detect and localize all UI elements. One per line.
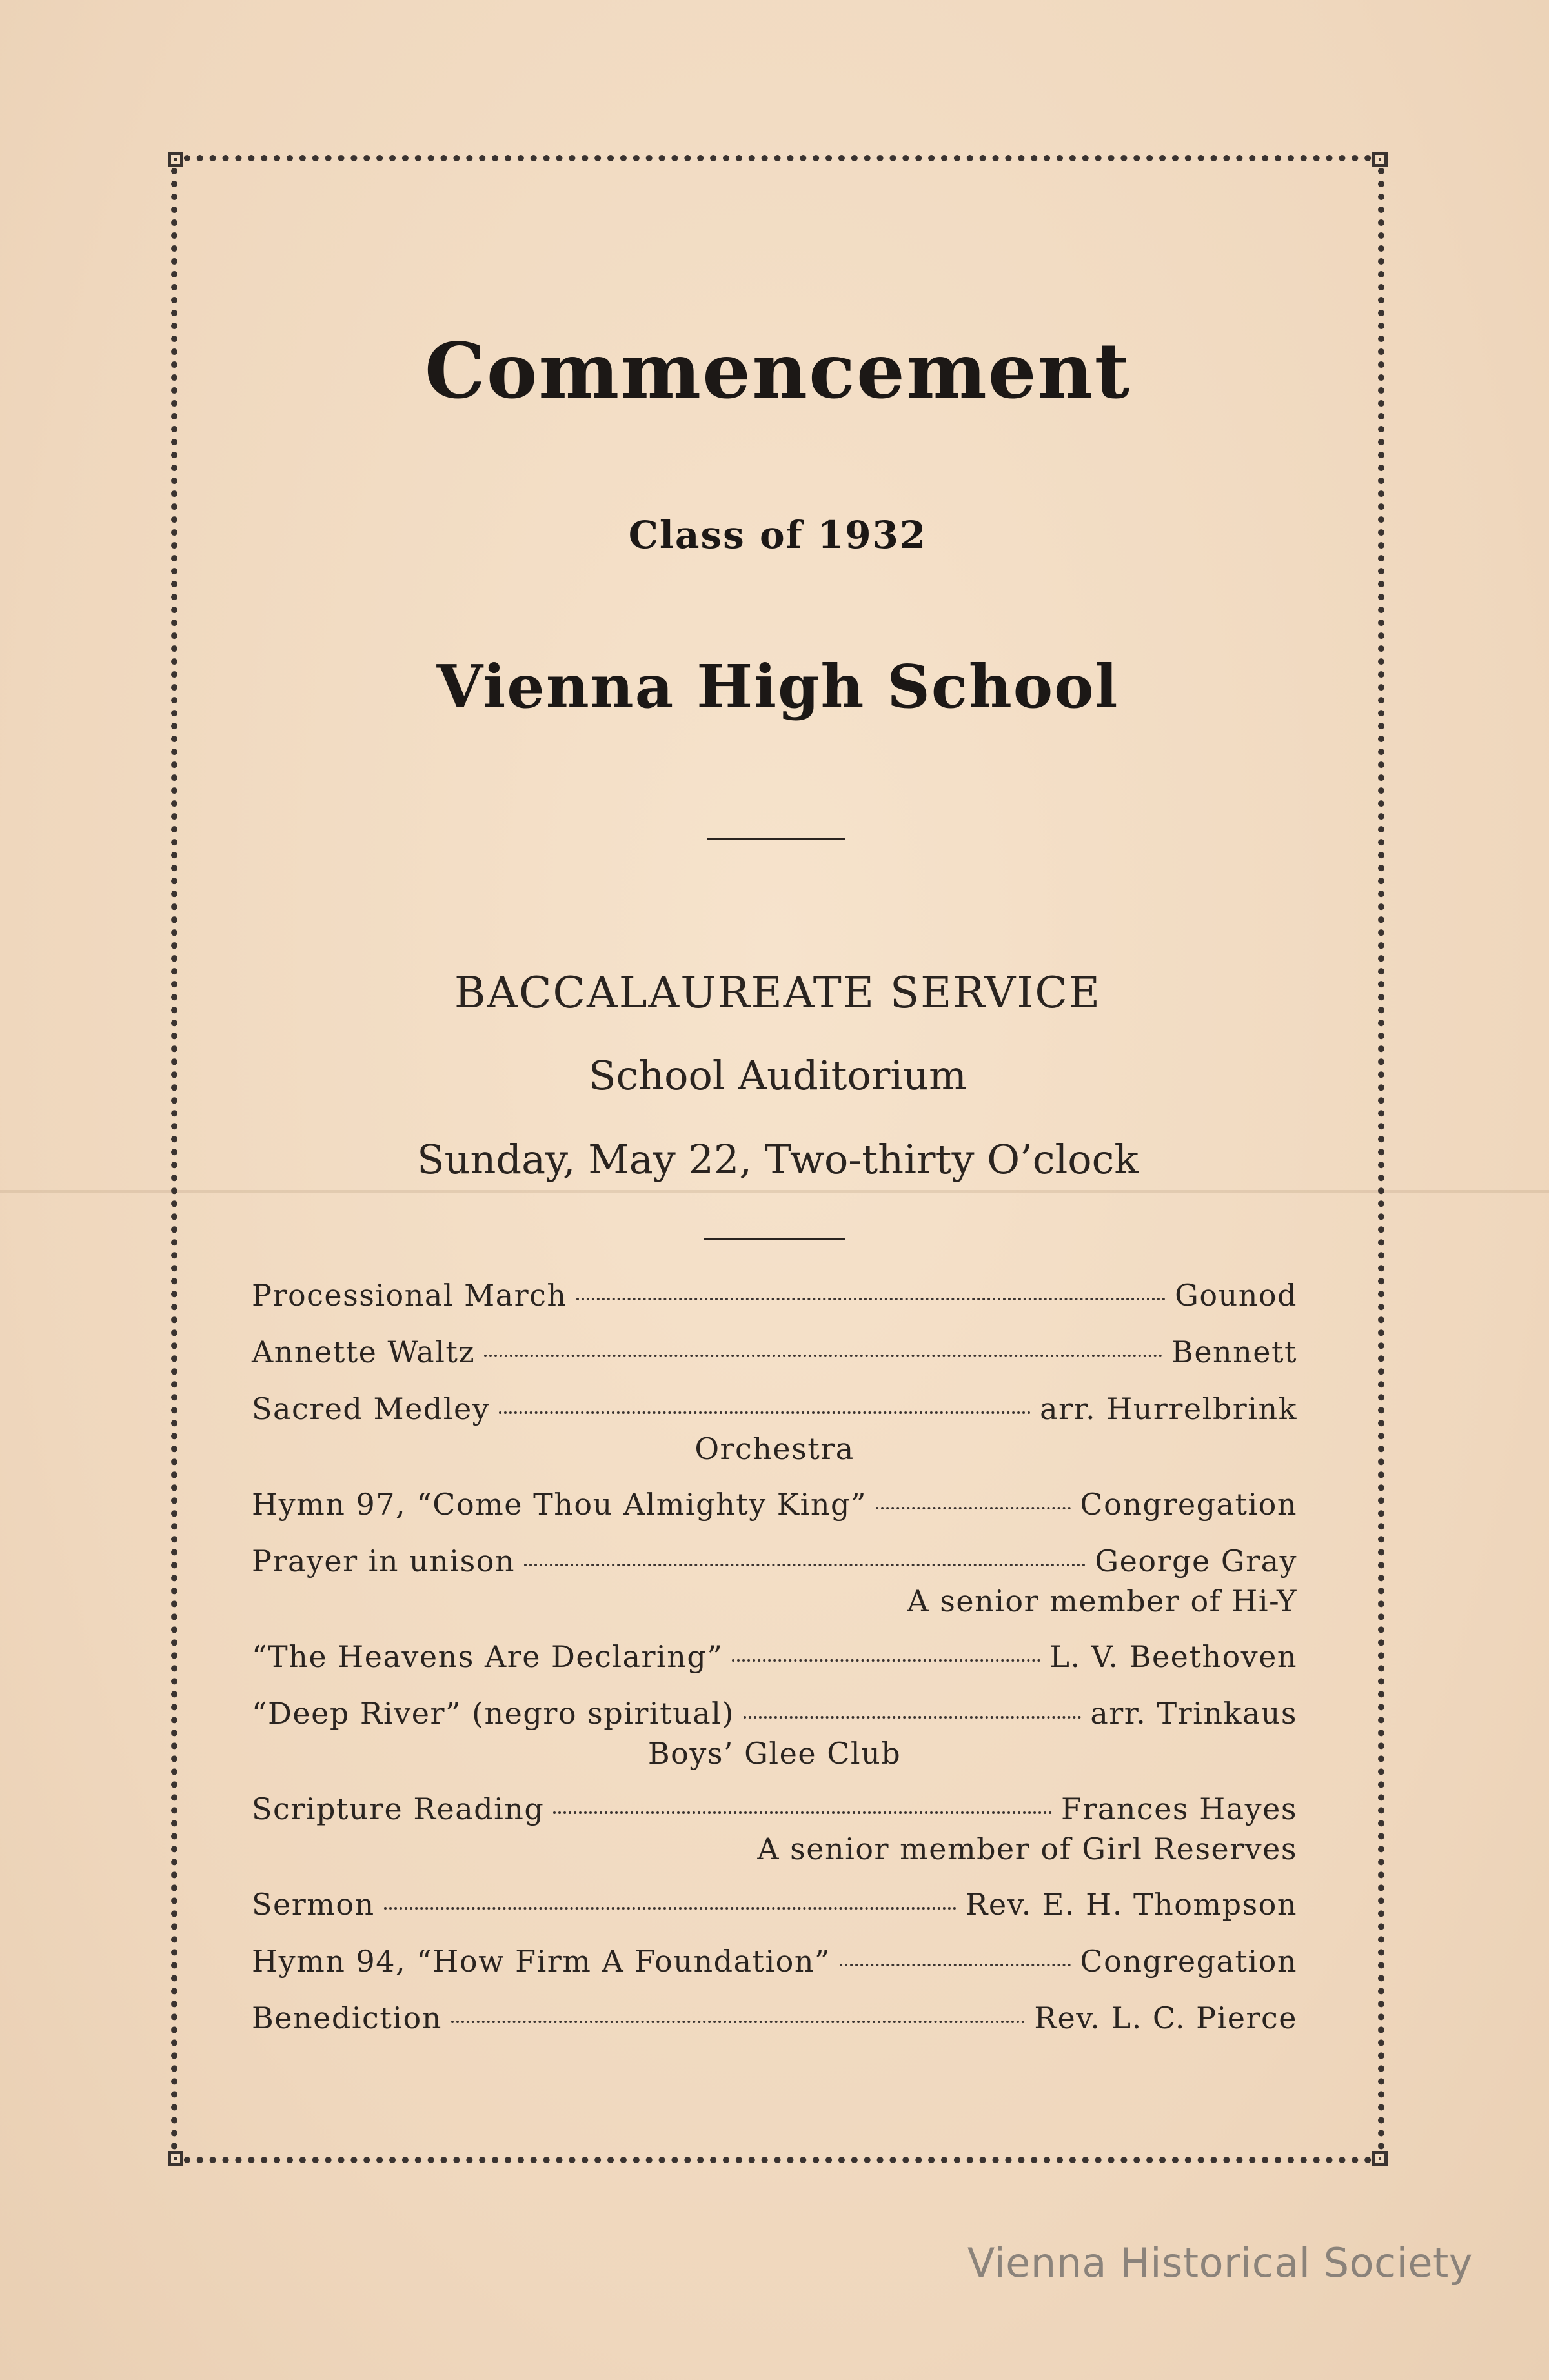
program-item: “Deep River” (negro spiritual): [252, 1696, 734, 1731]
divider-rule-middle: [704, 1238, 845, 1240]
program-item: Scripture Reading: [252, 1791, 545, 1826]
border-corner-bottom-right: [1372, 2151, 1388, 2166]
program-item: Sermon: [252, 1887, 375, 1922]
dot-leader: [553, 1811, 1052, 1814]
dot-leader: [451, 2021, 1026, 2023]
program-performer: Congregation: [1080, 1944, 1297, 1979]
program-performer: Bennett: [1171, 1335, 1297, 1369]
class-of-heading: Class of 1932: [628, 513, 927, 557]
program-performer: arr. Hurrelbrink: [1040, 1391, 1297, 1426]
program-item: “The Heavens Are Declaring”: [252, 1639, 724, 1674]
program-row: [252, 1944, 1297, 1979]
program-performer: Rev. E. H. Thompson: [965, 1887, 1297, 1922]
watermark: Vienna Historical Society: [967, 2239, 1473, 2286]
program-item: Sacred Medley: [252, 1391, 491, 1426]
program-performer: Rev. L. C. Pierce: [1034, 2001, 1297, 2035]
program-item: Processional March: [252, 1278, 567, 1313]
program-row: [252, 1887, 1297, 1922]
program-row: [252, 1639, 1297, 1674]
dot-leader: [840, 1964, 1071, 1966]
service-title: BACCALAUREATE SERVICE: [454, 968, 1102, 1018]
program-row: [252, 1487, 1297, 1522]
border-corner-bottom-left: [168, 2151, 183, 2166]
program-performer: Gounod: [1175, 1278, 1297, 1313]
program-performer: Congregation: [1080, 1487, 1297, 1522]
dot-leader: [876, 1507, 1071, 1509]
border-corner-top-left: [168, 152, 183, 167]
service-venue: School Auditorium: [589, 1052, 967, 1099]
program-item: Prayer in unison: [252, 1544, 516, 1578]
girl-reserves-note: A senior member of Girl Reserves: [757, 1831, 1297, 1866]
program-performer: George Gray: [1095, 1544, 1297, 1578]
border-corner-top-right: [1372, 152, 1388, 167]
program-performer: L. V. Beethoven: [1049, 1639, 1297, 1674]
dot-leader: [732, 1659, 1040, 1662]
program-item: Annette Waltz: [252, 1335, 476, 1369]
dot-leader: [484, 1355, 1162, 1357]
dot-leader: [744, 1716, 1082, 1719]
program-item: Hymn 94, “How Firm A Foundation”: [252, 1944, 831, 1979]
program-performer: Frances Hayes: [1060, 1791, 1297, 1826]
program-row: [252, 1391, 1297, 1426]
program-item: Hymn 97, “Come Thou Almighty King”: [252, 1487, 867, 1522]
program-row: [252, 1278, 1297, 1313]
glee-club-note: Boys’ Glee Club: [647, 1736, 902, 1771]
dot-leader: [384, 1907, 957, 1910]
divider-rule-top: [707, 838, 845, 840]
school-name: Vienna High School: [436, 652, 1119, 721]
hi-y-note: A senior member of Hi-Y: [907, 1584, 1297, 1619]
program-performer: arr. Trinkaus: [1090, 1696, 1297, 1731]
page-title: Commencement: [424, 326, 1131, 416]
program-row: [252, 1335, 1297, 1369]
dot-leader: [576, 1298, 1166, 1300]
service-datetime: Sunday, May 22, Two-thirty O’clock: [417, 1136, 1139, 1183]
program-row: [252, 2001, 1297, 2035]
program-item: Benediction: [252, 2001, 442, 2035]
program-list: [252, 1278, 1297, 2065]
program-row: [252, 1544, 1297, 1578]
dot-leader: [524, 1564, 1086, 1566]
dot-leader: [499, 1411, 1031, 1414]
orchestra-note: Orchestra: [694, 1431, 855, 1466]
program-row: [252, 1696, 1297, 1731]
program-row: [252, 1791, 1297, 1826]
